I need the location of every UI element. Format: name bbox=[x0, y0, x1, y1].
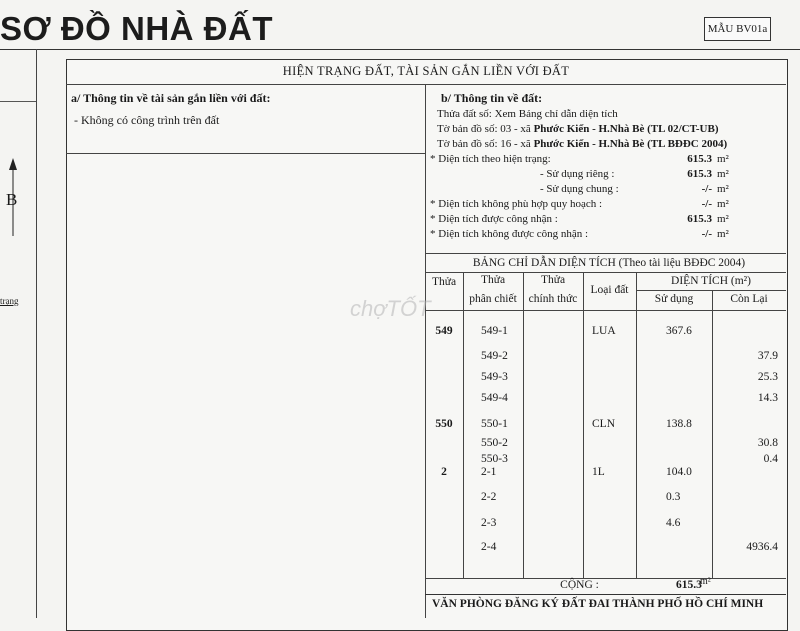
land-info-value: Xem Bảng chỉ dẫn diện tích bbox=[494, 108, 618, 120]
left-margin-line bbox=[0, 101, 36, 102]
cell-phan-chiet: 2-1 bbox=[481, 466, 497, 478]
area-value: 615.3 bbox=[687, 153, 712, 165]
cell-phan-chiet: 2-4 bbox=[481, 541, 497, 553]
land-info-line bbox=[437, 108, 618, 120]
cell-phan-chiet: 549-1 bbox=[481, 325, 508, 337]
cell-thua: 549 bbox=[435, 325, 453, 337]
area-unit: m² bbox=[717, 153, 729, 165]
total-value: 615.3 bbox=[676, 579, 702, 591]
table-body-rule bbox=[425, 310, 786, 311]
table-title: BẢNG CHỈ DẪN DIỆN TÍCH (Theo tài liệu BĐĐC 2004) bbox=[472, 257, 746, 269]
cell-con-lai: 37.9 bbox=[757, 350, 778, 362]
cell-su-dung: 138.8 bbox=[666, 418, 692, 430]
cell-con-lai: 14.3 bbox=[757, 392, 778, 404]
cell-phan-chiet: 549-4 bbox=[481, 392, 508, 404]
left-section-divider bbox=[66, 153, 425, 154]
table-subheader-rule bbox=[636, 290, 786, 291]
area-value: -/- bbox=[701, 228, 712, 240]
cell-con-lai: 25.3 bbox=[757, 371, 778, 383]
cell-phan-chiet: 549-2 bbox=[481, 350, 508, 362]
area-value: 615.3 bbox=[687, 168, 712, 180]
area-unit: m² bbox=[717, 213, 729, 225]
area-label: - Sử dụng chung : bbox=[540, 183, 619, 195]
land-info-value: Phước Kiển - H.Nhà Bè (TL BĐĐC 2004) bbox=[533, 138, 728, 150]
header-divider bbox=[66, 84, 786, 85]
land-info-label: Tờ bản đồ số: 16 - xã bbox=[437, 138, 534, 150]
area-unit: m² bbox=[717, 228, 729, 240]
area-label: * Diện tích theo hiện trạng: bbox=[430, 153, 551, 165]
side-legend-text: trạng bbox=[0, 296, 19, 306]
document-title: SƠ ĐỒ NHÀ ĐẤT bbox=[0, 10, 273, 47]
area-value: -/- bbox=[701, 198, 712, 210]
table-top-rule bbox=[425, 253, 786, 254]
area-label: * Diện tích không được công nhận : bbox=[430, 228, 589, 240]
cell-phan-chiet: 549-3 bbox=[481, 371, 508, 383]
land-info-value: Phước Kiển - H.Nhà Bè (TL 02/CT-UB) bbox=[533, 123, 719, 135]
total-unit: m² bbox=[700, 576, 711, 587]
land-info-label: Tờ bản đồ số: 03 - xã bbox=[437, 123, 534, 135]
th-phan-chiet-1: Thửa bbox=[480, 274, 506, 286]
th-con-lai: Còn Lại bbox=[730, 293, 768, 305]
cell-phan-chiet: 2-3 bbox=[481, 517, 497, 529]
cell-su-dung: 4.6 bbox=[666, 517, 681, 529]
cell-loai-dat: CLN bbox=[592, 418, 615, 430]
cell-phan-chiet: 550-2 bbox=[481, 437, 508, 449]
left-item: - Không có công trình trên đất bbox=[74, 113, 220, 127]
th-thua: Thửa bbox=[431, 276, 457, 288]
cell-thua: 550 bbox=[435, 418, 453, 430]
th-phan-chiet-2: phân chiết bbox=[469, 293, 517, 305]
table-header-rule bbox=[425, 272, 786, 273]
col-line-5 bbox=[712, 290, 713, 578]
land-info-line bbox=[437, 138, 727, 150]
col-line-1 bbox=[463, 272, 464, 578]
cell-su-dung: 104.0 bbox=[666, 466, 692, 478]
cell-con-lai: 30.8 bbox=[757, 437, 778, 449]
area-unit: m² bbox=[717, 198, 729, 210]
left-heading: a/ Thông tin về tài sản gắn liền với đất: bbox=[71, 91, 271, 105]
th-su-dung: Sử dụng bbox=[654, 293, 694, 305]
th-dien-tich: DIỆN TÍCH (m²) bbox=[671, 275, 751, 287]
area-value: -/- bbox=[701, 183, 712, 195]
north-label: B bbox=[6, 190, 18, 209]
column-divider bbox=[425, 84, 426, 618]
top-rule bbox=[0, 49, 800, 50]
office-footer: VĂN PHÒNG ĐĂNG KÝ ĐẤT ĐAI THÀNH PHỐ HỒ CHÍ MINH bbox=[432, 598, 764, 610]
th-loai-dat: Loại đất bbox=[590, 284, 629, 296]
col-line-2 bbox=[523, 272, 524, 578]
right-heading: b/ Thông tin về đất: bbox=[441, 91, 543, 105]
total-label: CỘNG : bbox=[560, 579, 599, 591]
cell-loai-dat: 1L bbox=[592, 466, 605, 478]
area-label: - Sử dụng riêng : bbox=[540, 168, 615, 180]
area-value: 615.3 bbox=[687, 213, 712, 225]
area-unit: m² bbox=[717, 183, 729, 195]
cell-con-lai: 4936.4 bbox=[746, 541, 778, 553]
th-chinh-thuc-1: Thửa bbox=[540, 274, 566, 286]
cell-thua: 2 bbox=[441, 466, 447, 478]
col-line-3 bbox=[583, 272, 584, 578]
cell-su-dung: 0.3 bbox=[666, 491, 681, 503]
area-label: * Diện tích không phù hợp quy hoạch : bbox=[430, 198, 603, 210]
area-unit: m² bbox=[717, 168, 729, 180]
cell-phan-chiet: 550-3 bbox=[481, 453, 508, 465]
cell-su-dung: 367.6 bbox=[666, 325, 692, 337]
cell-con-lai: 0.4 bbox=[763, 453, 778, 465]
col-line-4 bbox=[636, 272, 637, 578]
table-total-rule-bottom bbox=[425, 594, 786, 595]
frame-header: HIỆN TRẠNG ĐẤT, TÀI SẢN GẮN LIỀN VỚI ĐẤT bbox=[282, 64, 570, 78]
cell-phan-chiet: 550-1 bbox=[481, 418, 508, 430]
watermark: chợTỐT bbox=[350, 296, 431, 321]
form-code-box: MẪU BV01a bbox=[704, 17, 771, 41]
land-info-label: Thửa đất số: bbox=[437, 108, 495, 120]
cell-loai-dat: LUA bbox=[592, 325, 616, 337]
left-margin-rule bbox=[36, 49, 37, 618]
cell-phan-chiet: 2-2 bbox=[481, 491, 497, 503]
land-info-line bbox=[437, 123, 719, 135]
area-label: * Diện tích được công nhận : bbox=[430, 213, 558, 225]
th-chinh-thuc-2: chính thức bbox=[528, 293, 578, 305]
